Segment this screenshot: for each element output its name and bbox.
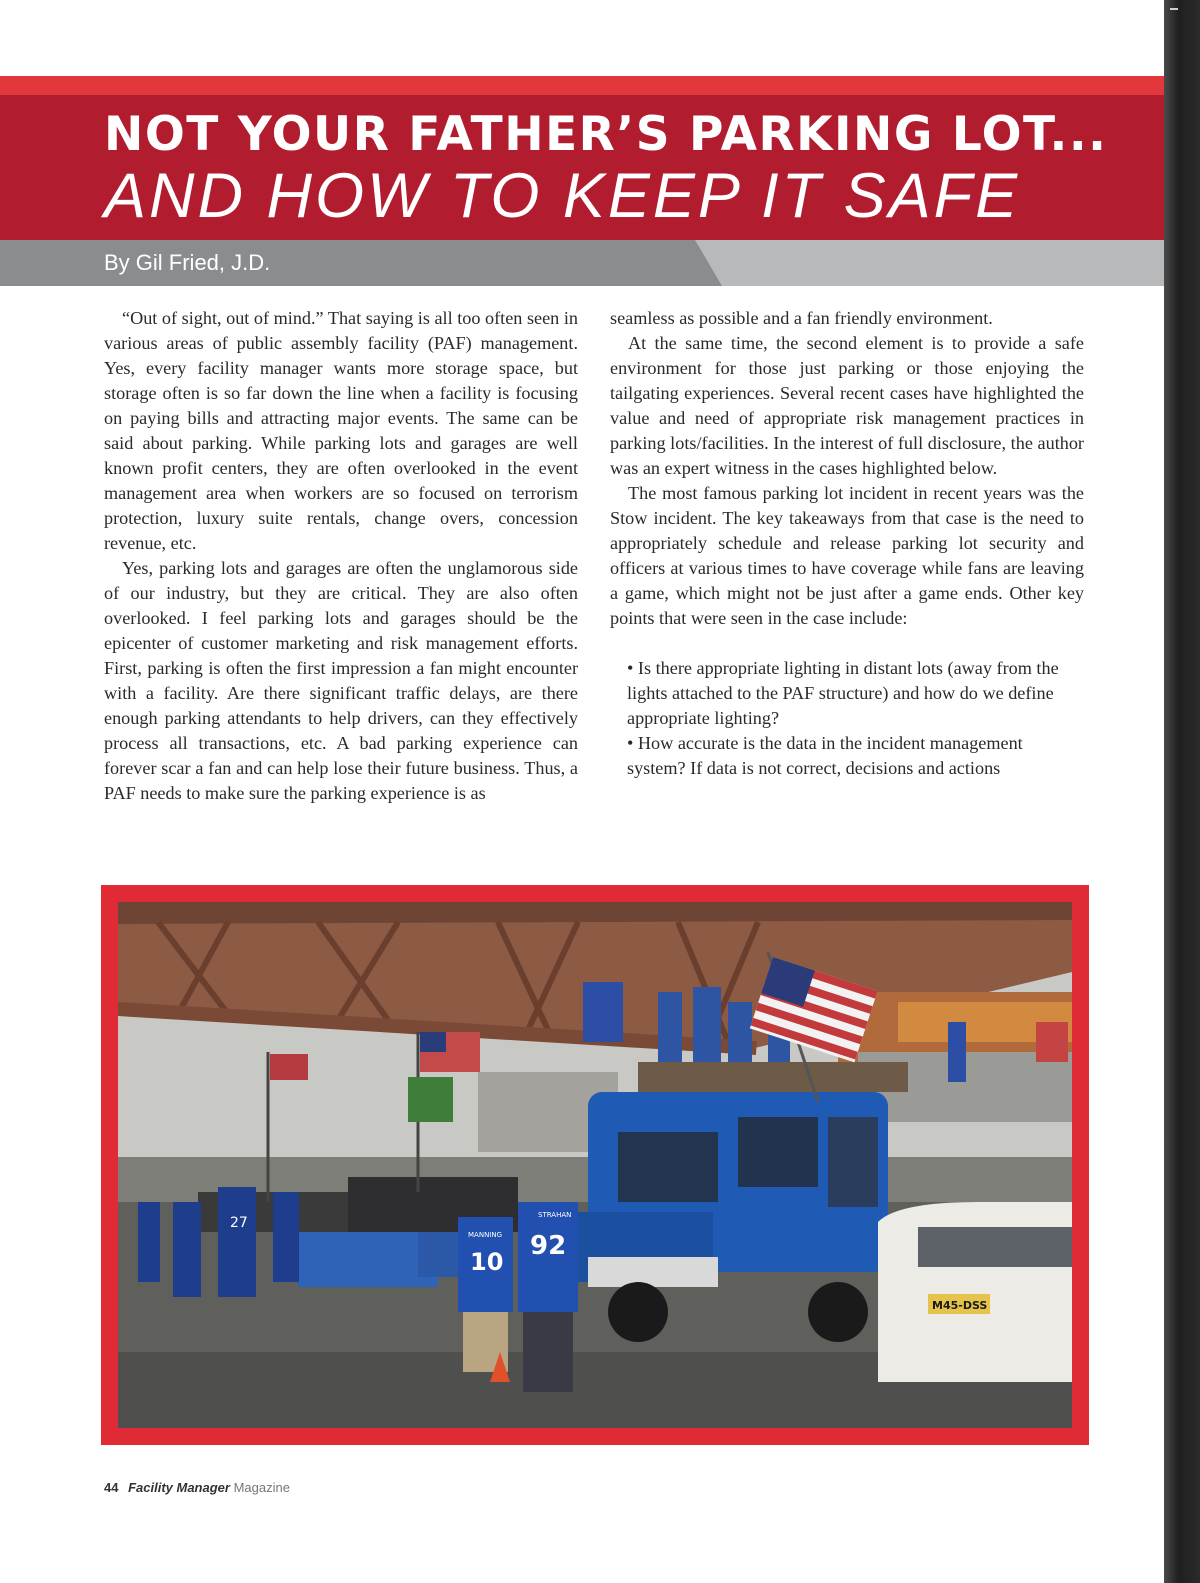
article-title: NOT YOUR FATHER’S PARKING LOT...	[104, 107, 1108, 162]
bullet-list	[610, 656, 1084, 781]
jersey-number: 10	[470, 1248, 504, 1276]
jersey-number: 92	[530, 1231, 567, 1261]
paragraph: The most famous parking lot incident in recent years was the Stow incident. The key takeaways from that case is the need to appropriately schedule and release parking lot security and officers at various times to have coverage while fans are leaving a game, which might not be just after a game ends. Other key points that were seen in the case include:	[610, 483, 1084, 628]
article-subtitle: AND HOW TO KEEP IT SAFE	[104, 161, 1021, 231]
author-byline: By Gil Fried, J.D.	[104, 250, 271, 275]
magazine-name: Facility Manager	[128, 1480, 230, 1495]
jersey-name: STRAHAN	[538, 1211, 572, 1219]
page-number: 44	[104, 1480, 119, 1495]
page-footer	[104, 1478, 290, 1498]
paragraph: At the same time, the second element is to provide a safe environment for those just parking or those enjoying the tailgating experiences. Several recent cases have highlighted the value and need of appropriate risk management practices in parking lots/facilities. In the interest of full disclosure, the author was an expert witness in the cases highlighted below.	[610, 333, 1084, 478]
edge-mark	[1170, 8, 1178, 10]
license-plate: M45-DSS	[932, 1299, 988, 1312]
bullet-item: • Is there appropriate lighting in distant lots (away from the lights attached to the PAF structure) and how do we define appropriate lighting?	[627, 658, 1059, 728]
paragraph-continuation: seamless as possible and a fan friendly environment.	[610, 308, 993, 328]
jersey-name: MANNING	[468, 1231, 503, 1239]
paragraph: “Out of sight, out of mind.” That saying is all too often seen in various areas of public assembly facility (PAF) management. Yes, every facility manager wants more storage space, but storage often is so far down the line when a facility is focusing on paying bills and attracting major events. The same can be said about parking. While parking lots and garages are well known profit centers, they are often overlooked in the event management area when workers are so focused on terrorism protection, luxury suite rentals, change overs, concession revenue, etc.	[104, 308, 578, 553]
tailgate-photo	[118, 902, 1072, 1428]
title-banner-stripe	[0, 76, 1164, 95]
paragraph: Yes, parking lots and garages are often the unglamorous side of our industry, but they are critical. They are also often overlooked. I feel parking lots and garages should be the epicenter of customer marketing and risk management efforts. First, parking is often the first impression a fan might encounter with a facility. Are there significant traffic delays, are there enough parking attendants to help drivers, can they effectively process all transactions, etc. A bad parking experience can forever scar a fan and can help lose their future business. Thus, a PAF needs to make sure the parking experience is as	[104, 558, 578, 803]
article-column-right	[610, 306, 1084, 781]
magazine-word: Magazine	[233, 1480, 290, 1495]
bullet-item: • How accurate is the data in the incident management system? If data is not correct, decisions and actions	[627, 733, 1023, 778]
article-column-left	[104, 306, 578, 806]
jersey-number: 27	[230, 1215, 248, 1231]
page-edge-shadow	[1164, 0, 1200, 1583]
